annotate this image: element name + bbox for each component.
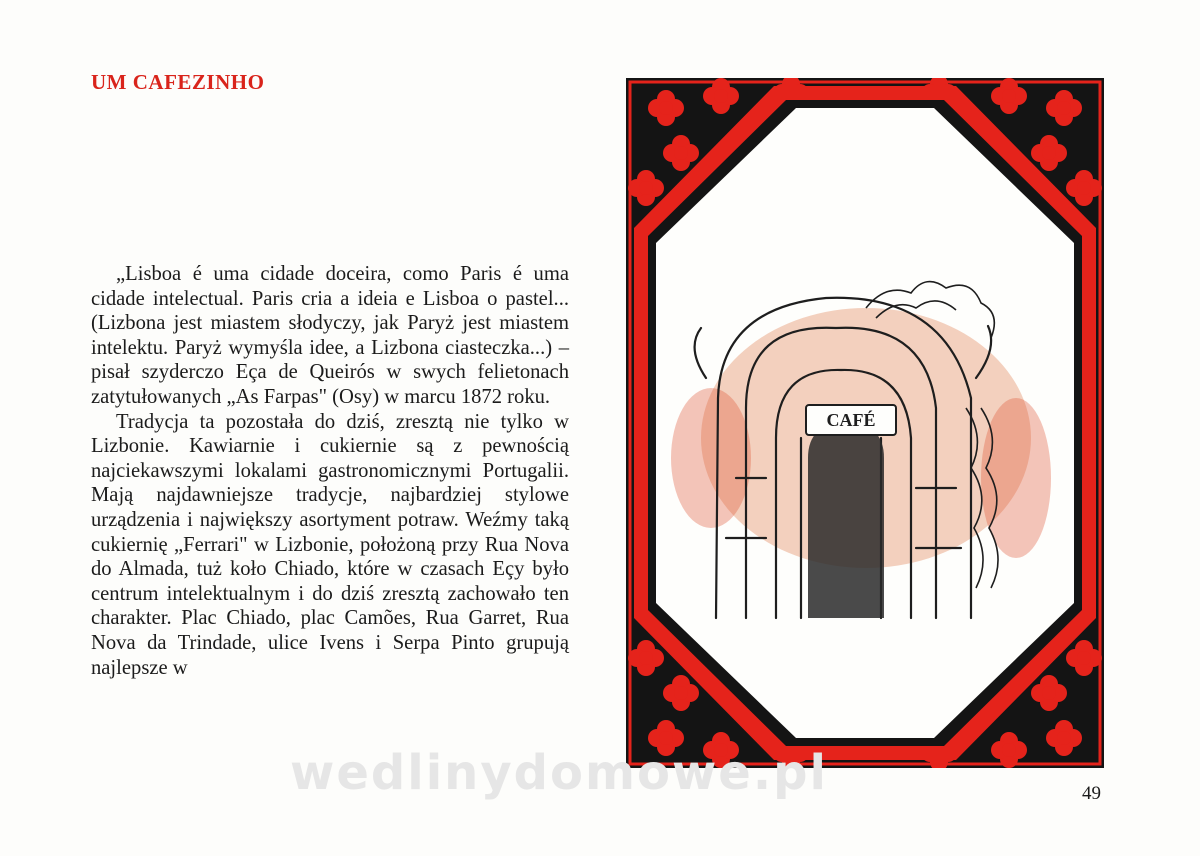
body-text — [91, 262, 569, 680]
doorway — [808, 423, 884, 618]
paragraph-1: „Lisboa é uma cidade doceira, como Paris é uma cidade intelectual. Paris cria a ideia e Lisboa o pastel... (Lizbona jest miastem słodyczy, jak Paryż jest miastem intelektu. Paryż wymyśla idee, a Lizbona ciasteczka...) – pisał szyderczo Eça de Queirós w swych felietonach zatytułowanych „As Farpas" (Osy) w marcu 1872 roku. — [91, 263, 569, 408]
watermark: wedlinydomowe.pl — [290, 745, 828, 801]
cafe-illustration — [626, 78, 1104, 768]
page-title: UM CAFEZINHO — [91, 70, 265, 94]
page-number: 49 — [1082, 783, 1101, 804]
paragraph-2: Tradycja ta pozostała do dziś, zresztą nie tylko w Lizbonie. Kawiarnie i cukiernie są z pewnością najciekawszymi lokalami gastronomicznymi Portugalii. Mają najdawniejsze tradycje, najbardziej stylowe urządzenia i największy asortyment potraw. Weźmy taką cukiernię „Ferrari" w Lizbonie, położoną przy Rua Nova do Almada, tuż koło Chiado, które w czasach Eçy było centrum intelektualnym i do dziś zresztą zachowało ten charakter. Plac Chiado, plac Camões, Rua Garret, Rua Nova da Trindade, ulice Ivens i Serpa Pinto grupują najlepsze w — [91, 410, 569, 679]
cafe-sign-text: CAFÉ — [826, 410, 876, 430]
cafe-sign — [806, 405, 896, 435]
